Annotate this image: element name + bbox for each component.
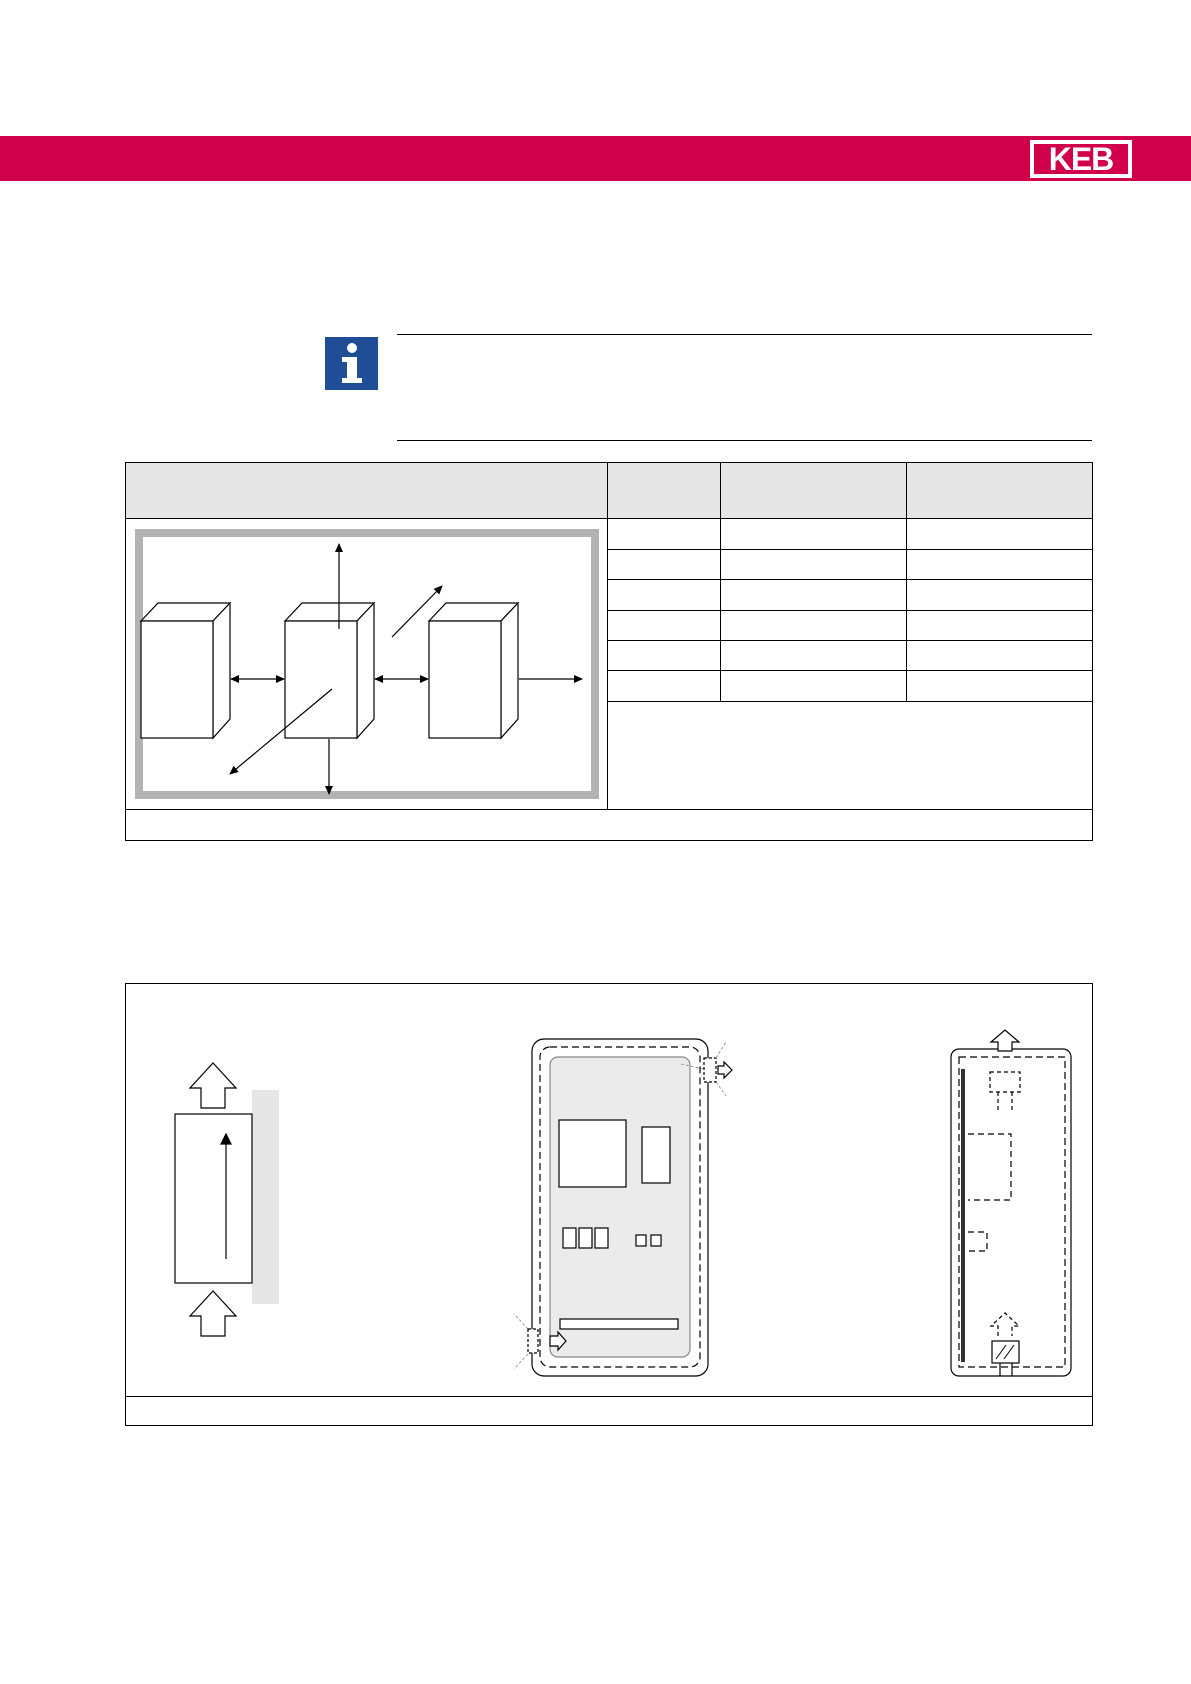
- exhaust-arrow: [991, 1030, 1019, 1051]
- row-rule-6: [607, 701, 1092, 702]
- block-left: [141, 603, 230, 738]
- cabinet-front-drawing: [514, 1039, 732, 1376]
- header-cell-1: [136, 478, 596, 503]
- info-note-text: [400, 345, 1090, 425]
- table-cell: [616, 525, 716, 545]
- header-cell-2: [616, 478, 716, 503]
- keb-logo: [1030, 140, 1132, 178]
- device-drawings: [126, 984, 1092, 1396]
- col-divider-3: [906, 463, 907, 701]
- brand-bar: [0, 136, 1191, 181]
- row-rule-1: [607, 549, 1092, 550]
- row-rule-5: [607, 670, 1092, 671]
- table-cell: [731, 525, 901, 545]
- airflow-in-arrow: [190, 1291, 236, 1336]
- row-rule-3: [607, 610, 1092, 611]
- airflow-out-arrow: [190, 1063, 236, 1108]
- figure1-caption: [136, 815, 1076, 835]
- block-diagram: [127, 519, 607, 809]
- mounting-wall: [252, 1090, 279, 1304]
- info-icon: [325, 337, 378, 390]
- header-cell-3: [731, 478, 901, 503]
- header-cell-4: [916, 478, 1086, 503]
- note-top-rule: [397, 334, 1092, 335]
- figure2-frame: [125, 983, 1093, 1426]
- row-rule-4: [607, 640, 1092, 641]
- cabinet-side-drawing: [951, 1030, 1071, 1376]
- airflow-drawing: [175, 1063, 279, 1336]
- figure2-caption: [136, 1402, 1076, 1422]
- note-bottom-rule: [397, 440, 1092, 441]
- keb-logo-text: KEB: [1034, 144, 1128, 174]
- caption-rule: [126, 809, 1092, 810]
- device-body: [175, 1114, 252, 1283]
- col-divider-1: [607, 463, 608, 809]
- figure1-table: [125, 462, 1093, 841]
- figure2-caption-rule: [126, 1396, 1092, 1397]
- row-rule-2: [607, 579, 1092, 580]
- col-divider-2: [720, 463, 721, 701]
- table-cell: [916, 525, 1086, 545]
- block-right: [429, 603, 518, 738]
